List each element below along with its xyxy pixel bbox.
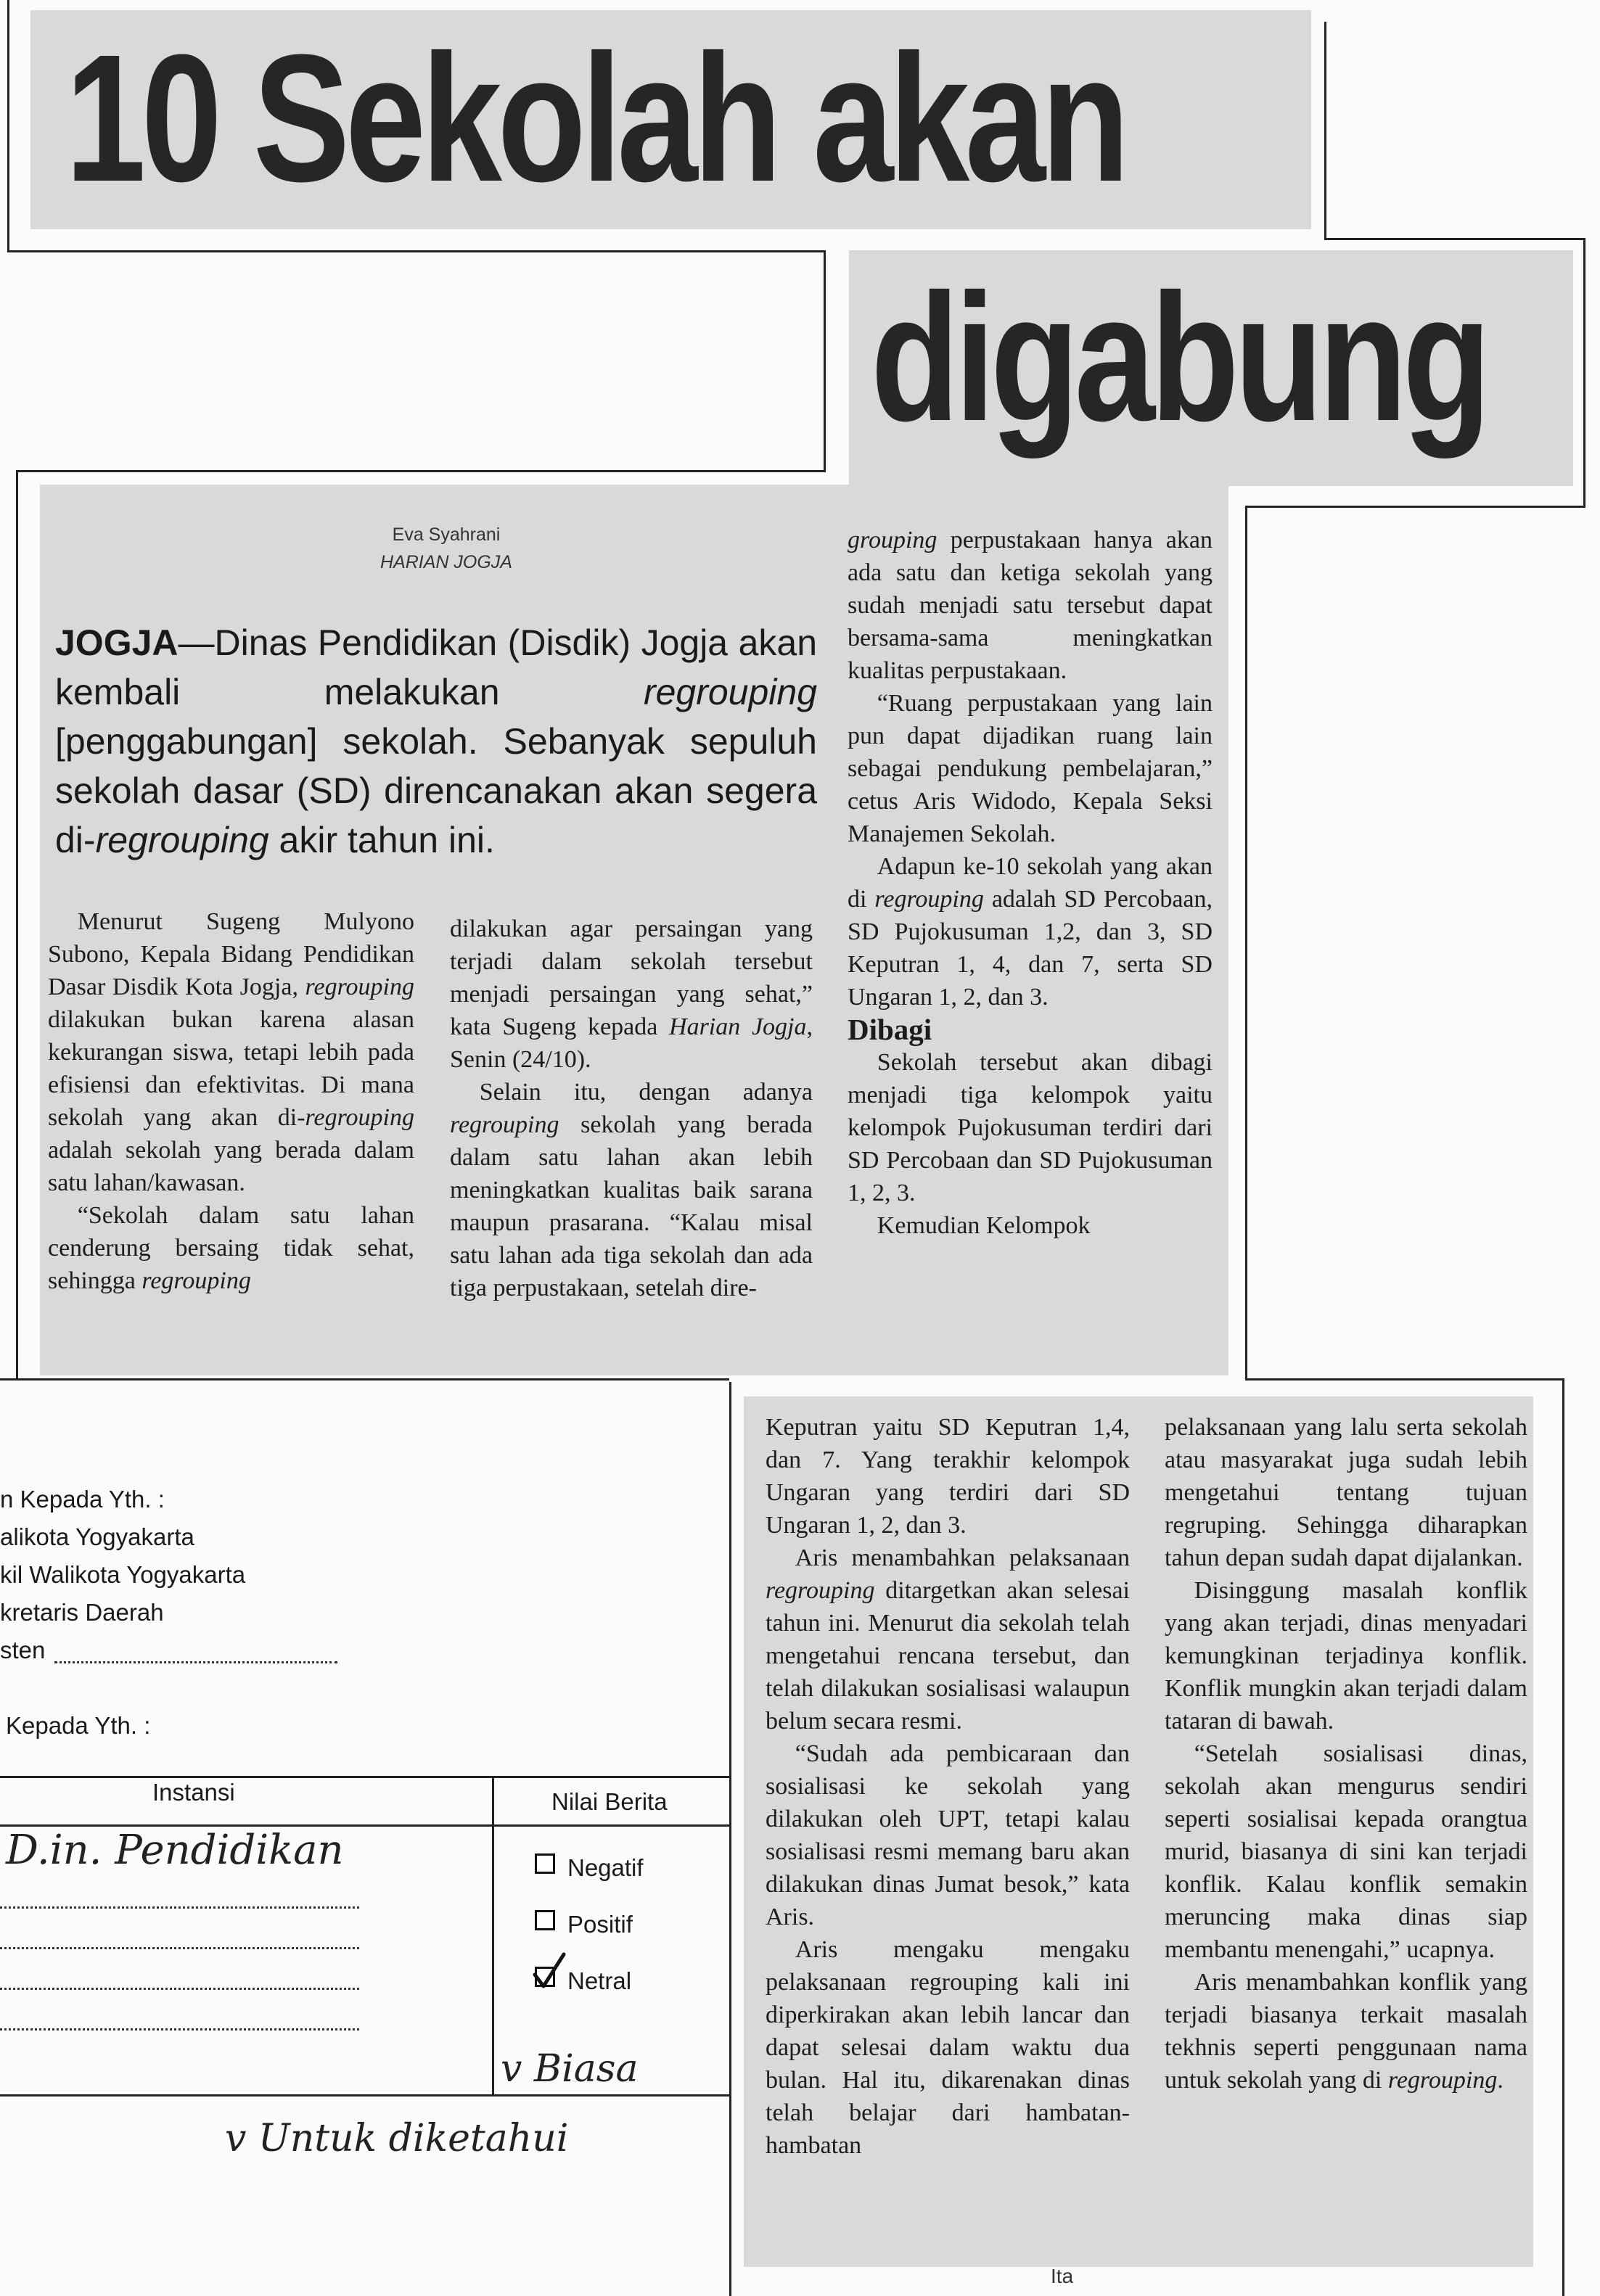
frame-line — [1324, 238, 1585, 240]
term: regrouping — [874, 886, 984, 913]
column-header-nilai-berita: Nilai Berita — [551, 1788, 668, 1815]
lead-dateline: JOGJA — [55, 622, 179, 663]
lead-text: [penggabungan] sekolah. Sebanyak sepuluh sekolah dasar (SD) direncanakan akan segera di- — [55, 721, 817, 860]
frame-line — [0, 1378, 729, 1381]
instansi-dotted-line — [0, 1947, 359, 1949]
text: “Sekolah dalam satu lahan cenderung bersaing tidak sehat, sehingga — [48, 1202, 414, 1294]
text: perpustakaan hanya akan ada satu dan ketiga sekolah yang sudah menjadi satu tersebut dapat bersama-sama meningkatkan kualitas perpustakaan. — [848, 527, 1213, 684]
table-column-divider — [492, 1776, 494, 2097]
byline — [327, 521, 566, 576]
column-header-instansi: Instansi — [152, 1779, 235, 1806]
paragraph — [848, 524, 1213, 687]
text: Aris menambahkan konflik yang terjadi biasanya terkait masalah tekhnis seperti penggunaan nama untuk sekolah yang di — [1165, 1969, 1527, 2094]
option-negatif-label: Negatif — [567, 1854, 644, 1881]
term: regrouping — [766, 1577, 875, 1604]
paragraph: Sekolah tersebut akan dibagi menjadi tiga kelompok yaitu kelompok Pujokusuman terdiri dari SD Percobaan dan SD Pujokusuman 1, 2, 3. — [848, 1049, 1213, 1206]
instansi-dotted-line — [0, 1988, 359, 1990]
text: sekolah yang berada dalam satu lahan akan lebih meningkatkan kualitas baik sarana maupun prasarana. “Kalau misal satu lahan ada tiga sekolah dan ada tiga perpustakaan, setelah dire- — [450, 1111, 813, 1301]
frame-line — [1562, 1378, 1564, 2296]
term: grouping — [848, 527, 938, 554]
paragraph — [848, 850, 1213, 1013]
frame-line — [1324, 22, 1326, 239]
instansi-dotted-line — [0, 2028, 359, 2030]
table-bottom-rule — [0, 2094, 729, 2097]
paragraph — [766, 1542, 1130, 1737]
lead-paragraph — [55, 618, 817, 865]
term: regrouping — [141, 1267, 251, 1294]
text: Adapun ke-10 sekolah yang akan di — [848, 853, 1213, 913]
frame-line — [7, 250, 826, 252]
option-netral-label: Netral — [567, 1967, 632, 1994]
paragraph: Aris mengaku mengaku pelaksanaan regrouping kali ini diperkirakan akan lebih lancar dan dapat selesai dalam waktu dua bulan. Hal itu, dikarenakan dinas telah belajar dari hambatan-hambatan — [766, 1936, 1130, 2159]
term: Harian Jogja — [669, 1013, 807, 1040]
text: dilakukan bukan karena alasan kekurangan siswa, tetapi lebih pada efisiensi dan efektivitas. Di mana sekolah yang akan di- — [48, 1006, 414, 1131]
frame-line — [7, 0, 9, 250]
subhead: Dibagi — [848, 1013, 932, 1046]
copy-to-label: Kepada Yth. : — [6, 1712, 151, 1739]
article-column-1 — [48, 905, 414, 1297]
recipient-3: kretaris Daerah — [0, 1599, 164, 1626]
text: Selain itu, dengan adanya — [479, 1079, 813, 1106]
frame-line — [16, 470, 826, 472]
paragraph: “Ruang perpustakaan yang lain pun dapat dijadikan ruang lain sebagai pendukung pembelajaran,” cetus Aris Widodo, Kepala Seksi Manajemen Sekolah. — [848, 690, 1213, 847]
headline-line-1: 10 Sekolah akan — [65, 17, 1125, 219]
paragraph: pelaksanaan yang lalu serta sekolah atau masyarakat juga sudah lebih mengetahui tentang tujuan regruping. Sehingga diharapkan tahun depan sudah dapat dijalankan. — [1165, 1414, 1527, 1571]
table-top-rule — [0, 1776, 729, 1778]
check-mark-icon — [532, 1951, 567, 1989]
text: dilakukan agar persaingan yang terjadi dalam sekolah tersebut menjadi persaingan yang sehat,” kata Sugeng kepada — [450, 915, 813, 1040]
sent-to-label: n Kepada Yth. : — [0, 1486, 165, 1513]
text: ditargetkan akan selesai tahun ini. Menurut dia sekolah telah mengetahui rencana tersebut, dan telah dilakukan sosialisasi walaupun belum secara resmi. — [766, 1577, 1130, 1735]
option-positif-label: Positif — [567, 1911, 633, 1938]
term: regrouping — [450, 1111, 559, 1138]
instansi-dotted-line — [0, 1906, 359, 1909]
paragraph: “Setelah sosialisasi dinas, sekolah akan mengurus sendiri seperti sosialisai kepada orangtua murid, biasanya di sini kan terjadi konflik. Kalau konflik semakin meruncing maka dinas siap membantu menengahi,” ucapnya. — [1165, 1740, 1527, 1963]
recipient-1: alikota Yogyakarta — [0, 1523, 194, 1550]
text: adalah sekolah yang berada dalam satu lahan/kawasan. — [48, 1137, 414, 1196]
term: regrouping — [1387, 2067, 1498, 2094]
frame-line — [1245, 1378, 1564, 1381]
frame-line — [729, 1382, 731, 2296]
recipient-2: kil Walikota Yogyakarta — [0, 1561, 246, 1588]
paragraph — [48, 905, 414, 1199]
lead-text: —Dinas Pendidikan (Disdik) Jogja akan kembali melakukan — [55, 622, 817, 712]
instansi-handwritten: D.in. Pendidikan — [6, 1827, 344, 1874]
checkbox-negatif[interactable] — [535, 1853, 555, 1874]
article-column-5 — [1165, 1411, 1527, 2097]
paragraph: Keputran yaitu SD Keputran 1,4, dan 7. Yang terakhir kelompok Ungaran yang terdiri dari SD Ungaran 1, 2, dan 3. — [766, 1414, 1130, 1539]
text: adalah SD Percobaan, SD Pujokusuman 1,2, dan 3, SD Keputran 1, 4, dan 7, serta SD Ungaran 1, 2, dan 3. — [848, 886, 1213, 1011]
article-column-3 — [848, 524, 1213, 1242]
headline-line-2: digabung — [871, 256, 1487, 458]
text: Aris menambahkan pelaksanaan — [795, 1544, 1130, 1571]
recipient-4: sten — [0, 1637, 46, 1663]
paragraph: “Sudah ada pembicaraan dan sosialisasi ke sekolah yang dilakukan oleh UPT, tetapi kalau sosialisasi resmi memang baru akan dilakukan dinas Jumat besok,” kata Aris. — [766, 1740, 1130, 1930]
term: regrouping — [305, 1104, 414, 1131]
paragraph: Kemudian Kelompok — [877, 1212, 1091, 1239]
lead-term: regrouping — [95, 820, 269, 860]
paragraph: Disinggung masalah konflik yang akan terjadi, dinas menyadari kemungkinan terjadinya konflik. Konflik mungkin akan terjadi dalam tataran di bawah. — [1165, 1577, 1527, 1735]
byline-outlet: HARIAN JOGJA — [380, 552, 512, 572]
note-untuk-diketahui: v Untuk diketahui — [225, 2117, 569, 2160]
paragraph — [1165, 1966, 1527, 2097]
frame-line — [1245, 506, 1247, 1380]
article-column-2 — [450, 913, 813, 1304]
text: , Senin (24/10). — [450, 1013, 813, 1073]
paragraph — [450, 913, 813, 1076]
footer-mark: Ita — [1051, 2265, 1074, 2287]
term: regrouping — [305, 974, 414, 1000]
text: Menurut Sugeng Mulyono Subono, Kepala Bidang Pendidikan Dasar Disdik Kota Jogja, — [48, 908, 414, 1000]
note-biasa: v Biasa — [501, 2047, 639, 2091]
lead-text: akir tahun ini. — [268, 820, 495, 860]
lead-term: regrouping — [643, 672, 817, 712]
article-column-4 — [766, 1411, 1130, 2162]
frame-line — [16, 470, 18, 1378]
recipient-dotted-line — [54, 1661, 337, 1663]
checkbox-positif[interactable] — [535, 1910, 555, 1930]
paragraph — [450, 1076, 813, 1304]
paragraph — [48, 1199, 414, 1297]
text: . — [1497, 2067, 1503, 2094]
frame-line — [1583, 238, 1585, 508]
frame-line — [1247, 506, 1585, 508]
frame-line — [824, 250, 826, 472]
byline-author: Eva Syahrani — [392, 524, 501, 545]
